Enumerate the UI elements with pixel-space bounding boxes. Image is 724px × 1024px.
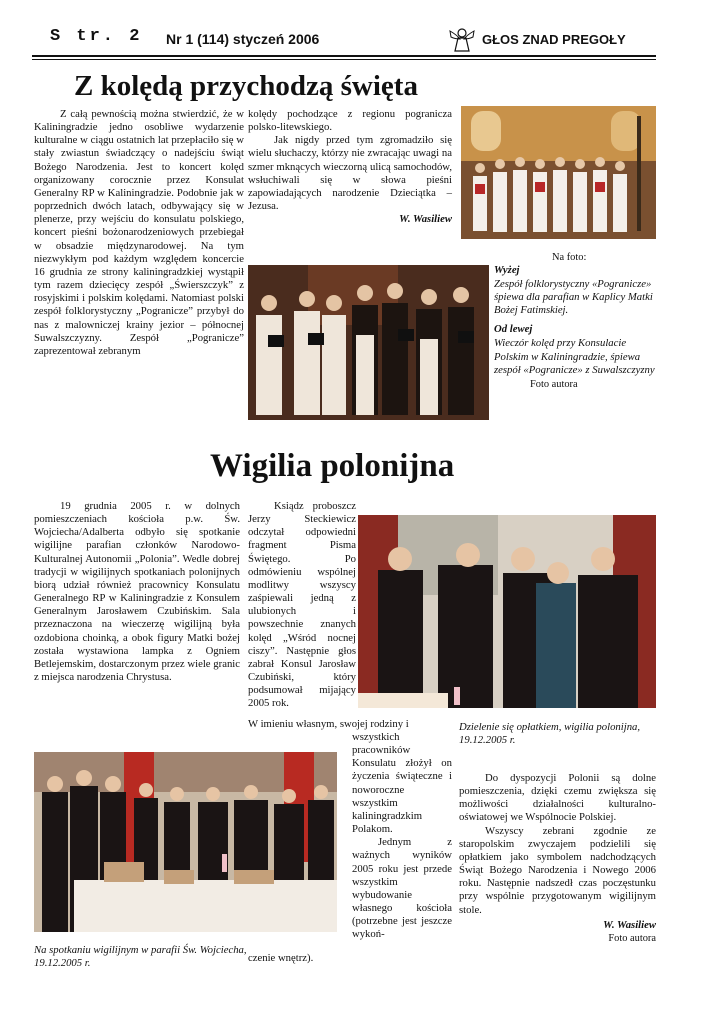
header-rule xyxy=(32,55,656,57)
article2-title: Wigilia polonijna xyxy=(210,448,455,484)
caption-wigilia: Na spotkaniu wigilijnym w parafii Św. Wojciecha, 19.12.2005 r. xyxy=(34,944,247,970)
publication-name: GŁOS ZNAD PREGOŁY xyxy=(482,32,626,47)
angel-logo-icon xyxy=(447,25,477,53)
photo-outdoor-carol xyxy=(248,265,489,420)
article1-col2-continued: kolędy pochodzące z regionu pogranicza polsko-litewskiego. xyxy=(248,108,452,134)
caption1-head: Wyżej xyxy=(494,264,520,276)
article2-col2-paragraph3: Jednym z ważnych wyników 2005 roku jest przede wszystkim wybudowanie własnego kościoła (potrzebne jest jeszcze wykoń- xyxy=(352,836,452,941)
article1-captions xyxy=(494,264,656,390)
article2-photo-credit: Foto autora xyxy=(608,932,656,944)
article1-col2-paragraph: Jak nigdy przed tym zgromadziło się wielu słuchaczy, którzy nie zwracając uwagi na szmer mknących wieczorną ulicą samochodów, wsłuchiwali się w słowa pieśni zapowiadających narodzenie Dzieciątka – Jezusa. xyxy=(248,134,452,213)
article1-col1-text: Z całą pewnością można stwierdzić, że w Kaliningradzie jedno osobliwe wydarzenie kulturalne w ciągu ostatnich lat przepłaciło się w stały zwiastun świadczący o nadejściu świąt Bożego Narodzenia. Jest to koncert kolęd organizowany corocznie przez Konsulat Generalny RP w Kaliningradzie. Podobnie jak w poprzednich dwóch latach, odbywający się w plenerze, przy wejściu do konsulatu polskiego, koncert pieśni bożonarodzeniowych przebiegał w obsadzie międzynarodowej. Na tym niezwykłym pod każdym względem koncercie 16 grudnia ze strony kaliningradzkiej wystąpił tym razem dziecięcy zespół „Świerszczyk” z rosyjskimi i polskim kolędami. Natomiast polski zespół folklorystyczny „Pogranicze” przybył do nas z malowniczej krainy jezior – północnej Suwalszczyzny. Zespół „Pogranicze” zaprezentował zebranym xyxy=(34,108,244,357)
article2-col3-paragraph1: Do dyspozycji Polonii są dolne pomieszczenia, dzięki czemu zwiększa się możliwości działalności kulturalno-oświatowej we Wspólnocie Polskiej. xyxy=(459,772,656,824)
caption1-text: Zespół folklorystyczny «Pogranicze» śpiewa dla parafian w Kaplicy Matki Bożej Fatimskiej. xyxy=(494,278,653,317)
article1-photo-credit: Foto autora xyxy=(530,378,578,390)
article2-column1 xyxy=(34,500,240,684)
article2-col2-text: Ksiądz proboszcz Jerzy Steckiewicz odczytał odpowiedni fragment Pisma Świętego. Po odmówieniu wspólnej modlitwy wszyscy zaśpiewali jedną z ulubionych i powszechnie znanych kolęd „Wśród nocnej ciszy”. Następnie głos zabrał Konsul Jarosław Czubiński, który podsumował mijający 2005 rok. xyxy=(248,500,356,710)
article2-col2-wide-line: W imieniu własnym, swojej rodziny i xyxy=(248,718,409,730)
photo-wigilia-table xyxy=(34,752,337,932)
article2-col2-continued: wszystkich pracowników Konsulatu złożył on życzenia świąteczne i noworoczne wszystkim kaliningradzkim Polakom. xyxy=(352,731,452,836)
article2-col1-text: 19 grudnia 2005 r. w dolnych pomieszczeniach kościoła p.w. Św. Wojciecha/Adalberta odbyło się spotkanie wigilijne parafian członków Narodowo-Kulturalnej Autonomii „Polonia”. Wedle dobrej tradycji w wigilijnych spotkaniach polonijnych biorą udział również pracownicy Konsulatu Generalnego RP w Kaliningradzie z Konsulem Generalnym Jarosławem Czubińskim. Sala przeznaczona na wieczerzę wigilijną była ozdobiona choinką, a obok figury Matki bożej została wystawiona lampka z Ogniem Betlejemskim, dostarczonym przez wiele granic z miejsca narodzenia Chrystusa. xyxy=(34,500,240,684)
page-number: S tr. 2 xyxy=(50,27,143,46)
caption2-text: Wieczór kolęd przy Konsulacie Polskim w Kaliningradzie, śpiewa zespół «Pogranicze» z Suwalszczyzny xyxy=(494,337,655,376)
article2-column2-narrow xyxy=(248,500,356,711)
article2-column3 xyxy=(459,772,656,945)
caption2-head: Od lewej xyxy=(494,323,533,336)
photo-oplatek-sharing xyxy=(358,515,656,708)
article2-column2-end xyxy=(248,952,368,965)
header-rule-thin xyxy=(32,59,656,60)
article2-column2-narrow2 xyxy=(352,731,452,942)
article2-column2-wide xyxy=(248,718,452,731)
caption-oplatek: Dzielenie się opłatkiem, wigilia polonijna, 19.12.2005 r. xyxy=(459,721,641,747)
article1-column2 xyxy=(248,108,452,226)
issue-info: Nr 1 (114) styczeń 2006 xyxy=(166,31,320,47)
article2-signature: W. Wasiliew xyxy=(603,918,656,931)
article2-col3-paragraph2: Wszyscy zebrani zgodnie ze staropolskim zwyczajem podzielili się opłatkiem jako symbolem nadchodzących Świąt Bożego Narodzenia i Nowego 2006 roku. Następnie nadszedł czas poczęstunku przy wspólnie przygotowanym wigilijnym stole. xyxy=(459,824,656,916)
photo-label: Na foto: xyxy=(552,252,587,263)
article1-title: Z kolędą przychodzą święta xyxy=(74,70,418,102)
photo-chapel-choir xyxy=(461,106,656,239)
article1-signature: W. Wasiliew xyxy=(399,213,452,226)
article1-column1 xyxy=(34,108,244,358)
article2-col2-end: czenie wnętrz). xyxy=(248,952,314,964)
